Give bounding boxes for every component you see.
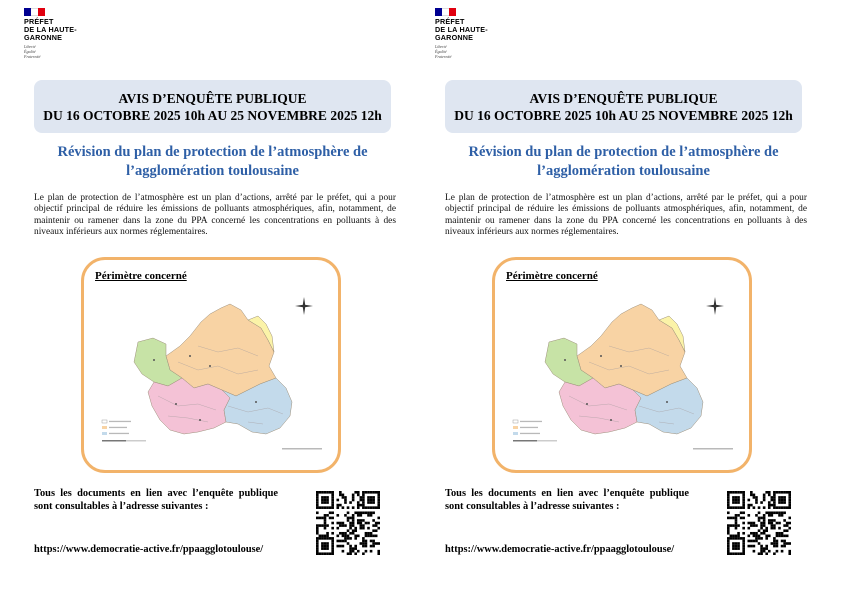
motto-line: Égalité — [435, 49, 447, 54]
qr-code-icon — [316, 491, 380, 555]
perimeter-map — [509, 286, 739, 456]
motto-line: Liberté — [435, 44, 447, 49]
motto-line: Liberté — [24, 44, 36, 49]
logo-motto — [24, 44, 114, 59]
banner-dates: DU 16 OCTOBRE 2025 10h AU 25 NOVEMBRE 2025 12h — [454, 107, 793, 123]
qr-code[interactable] — [727, 491, 791, 555]
banner-dates: DU 16 OCTOBRE 2025 10h AU 25 NOVEMBRE 2025 12h — [43, 107, 382, 123]
map-title: Périmètre concerné — [506, 270, 598, 282]
map-city-marker — [209, 365, 211, 367]
motto-line: Égalité — [24, 49, 36, 54]
plan-description: Le plan de protection de l’atmosphère est un plan d’actions, arrêté par le préfet, qui a pour objectif principal de réduire les émissions de polluants atmosphériques, afin, notamment, de maintenir ou ramener dans la zone du PPA concerné les concentrations en polluants à des niveaux inférieurs aux normes réglementaires. — [445, 193, 807, 238]
subtitle-line: Révision du plan de protection de l’atmosphère de — [468, 144, 779, 160]
map-legend — [513, 420, 557, 442]
perimeter-map — [98, 286, 328, 456]
map-city-marker — [199, 419, 201, 421]
motto-line: Fraternité — [435, 54, 452, 59]
french-flag-icon — [24, 8, 45, 16]
map-city-marker — [564, 359, 566, 361]
map-frame — [492, 257, 752, 473]
documents-url-link[interactable]: https://www.democratie-active.fr/ppaagglotoulouse/ — [34, 544, 264, 555]
logo-motto — [435, 44, 525, 59]
map-city-marker — [586, 403, 588, 405]
notice-banner — [34, 80, 391, 133]
map-title: Périmètre concerné — [95, 270, 187, 282]
qr-code-icon — [727, 491, 791, 555]
logo-name-line: DE LA HAUTE- — [435, 25, 488, 34]
map-city-marker — [610, 419, 612, 421]
logo-name-line: DE LA HAUTE- — [24, 25, 77, 34]
prefecture-logo — [24, 8, 114, 59]
map-city-marker — [666, 401, 668, 403]
notice-banner — [445, 80, 802, 133]
plan-subtitle — [34, 143, 391, 181]
compass-rose-icon — [295, 297, 313, 315]
subtitle-line: l’agglomération toulousaine — [537, 163, 710, 179]
banner-title: AVIS D’ENQUÊTE PUBLIQUE — [529, 90, 718, 106]
subtitle-line: l’agglomération toulousaine — [126, 163, 299, 179]
map-city-marker — [175, 403, 177, 405]
logo-name-line: PRÉFET — [435, 17, 465, 26]
map-city-marker — [600, 355, 602, 357]
map-city-marker — [620, 365, 622, 367]
map-source-note — [282, 448, 322, 450]
documents-info: Tous les documents en lien avec l’enquête publique sont consultables à l’adresse suivantes : — [445, 488, 689, 512]
logo-name-line: GARONNE — [24, 33, 63, 42]
map-frame — [81, 257, 341, 473]
compass-rose-icon — [706, 297, 724, 315]
prefecture-logo — [435, 8, 525, 59]
banner-title: AVIS D’ENQUÊTE PUBLIQUE — [118, 90, 307, 106]
qr-code[interactable] — [316, 491, 380, 555]
documents-url-link[interactable]: https://www.democratie-active.fr/ppaagglotoulouse/ — [445, 544, 675, 555]
map-city-marker — [255, 401, 257, 403]
plan-subtitle — [445, 143, 802, 181]
documents-info: Tous les documents en lien avec l’enquête publique sont consultables à l’adresse suivantes : — [34, 488, 278, 512]
logo-name-line: PRÉFET — [24, 17, 54, 26]
map-city-marker — [189, 355, 191, 357]
map-legend — [102, 420, 146, 442]
plan-description: Le plan de protection de l’atmosphère est un plan d’actions, arrêté par le préfet, qui a pour objectif principal de réduire les émissions de polluants atmosphériques, afin, notamment, de maintenir ou ramener dans la zone du PPA concerné les concentrations en polluants à des niveaux inférieurs aux normes réglementaires. — [34, 193, 396, 238]
map-city-marker — [153, 359, 155, 361]
logo-name-line: GARONNE — [435, 33, 474, 42]
subtitle-line: Révision du plan de protection de l’atmosphère de — [57, 144, 368, 160]
map-source-note — [693, 448, 733, 450]
motto-line: Fraternité — [24, 54, 41, 59]
poster-right — [411, 0, 832, 595]
french-flag-icon — [435, 8, 456, 16]
